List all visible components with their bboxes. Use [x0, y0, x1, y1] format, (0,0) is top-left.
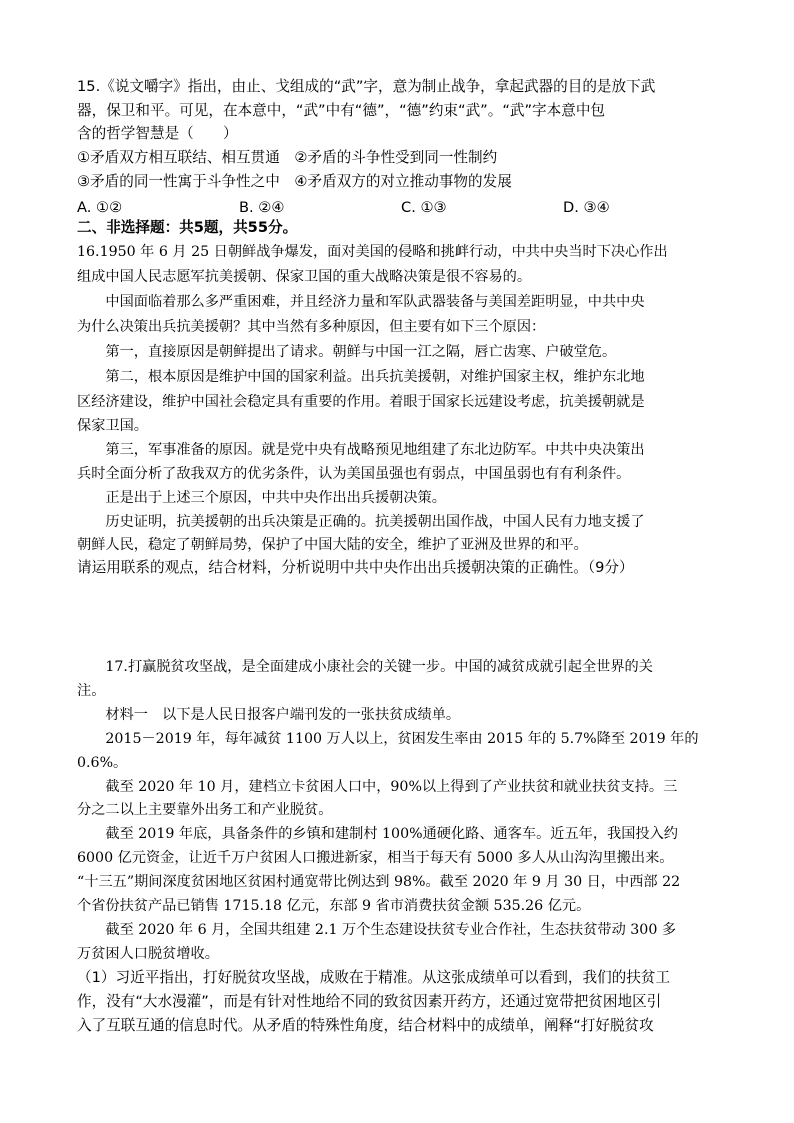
- q17-line: 0.6%。: [77, 755, 128, 771]
- q16-line: 第一，直接原因是朝鲜提出了请求。朝鲜与中国一江之隔，唇亡齿寒、户破堂危。: [77, 344, 617, 360]
- q17-line: 注。: [77, 683, 106, 699]
- q17-line: 材料一 以下是人民日报客户端刊发的一张扶贫成绩单。: [77, 707, 461, 723]
- q15-option-d[interactable]: D. ③④: [563, 199, 610, 216]
- q16-line: 正是出于上述三个原因，中共中央作出出兵援朝决策。: [77, 490, 446, 506]
- q16-line: 朝鲜人民，稳定了朝鲜局势，保护了中国大陆的安全，维护了亚洲及世界的和平。: [77, 537, 588, 553]
- q16-line: 第三，军事准备的原因。就是党中央有战略预见地组建了东北边防军。中共中央决策出: [77, 442, 645, 458]
- q15-stem-line-2: 器，保卫和平。可见，在本意中，“武”中有“德”，“德”约束“武”。“武”字本意中包: [77, 102, 606, 119]
- q17-line: “十三五”期间深度贫困地区贫困村通宽带比例达到 98%。截至 2020 年 9 月 30 日，中西部 22: [77, 874, 681, 890]
- q15-option-b[interactable]: B. ②④: [239, 199, 285, 216]
- q17-line: 万贫困人口脱贫增收。: [77, 946, 219, 962]
- q17-line: 截至 2020 年 10 月，建档立卡贫困人口中，90%以上得到了产业扶贫和就业扶贫支持。三: [77, 779, 678, 795]
- q16-line: 历史证明，抗美援朝的出兵决策是正确的。抗美援朝出国作战，中国人民有力地支援了: [77, 514, 645, 530]
- q15-stem-line-1: 15.《说文嚼字》指出，由止、戈组成的“武”字，意为制止战争，拿起武器的目的是放下武: [77, 78, 656, 95]
- q17-sub1-line: （1）习近平指出，打好脱贫攻坚战，成败在于精准。从这张成绩单可以看到，我们的扶贫工: [77, 969, 671, 986]
- q16-line: 区经济建设，维护中国社会稳定具有重要的作用。着眼于国家长远建设考虑，抗美援朝就是: [77, 394, 645, 410]
- q17-sub1-line: 入了互联互通的信息时代。从矛盾的特殊性角度，结合材料中的成绩单，阐释“打好脱贫攻: [77, 1017, 654, 1034]
- q15-option-c[interactable]: C. ①③: [401, 199, 447, 216]
- q17-line: 17.打赢脱贫攻坚战，是全面建成小康社会的关键一步。中国的减贫成就引起全世界的关: [77, 659, 653, 675]
- q16-line: 中国面临着那么多严重困难，并且经济力量和军队武器装备与美国差距明显，中共中央: [77, 294, 645, 310]
- q17-line: 2015－2019 年，每年减贫 1100 万人以上，贫困发生率由 2015 年的 5.7%降至 2019 年的: [77, 731, 699, 747]
- q17-line: 个省份扶贫产品已销售 1715.18 亿元，东部 9 省市消费扶贫金额 535.26 亿元。: [77, 898, 591, 914]
- q16-line: 组成中国人民志愿军抗美援朝、保家卫国的重大战略决策是很不容易的。: [77, 269, 532, 285]
- q15-statement-3-4: ③矛盾的同一性寓于斗争性之中 ④矛盾双方的对立推动事物的发展: [77, 173, 512, 190]
- q16-line: 16.1950 年 6 月 25 日朝鲜战争爆发，面对美国的侵略和挑衅行动，中共中央当时下决心作出: [77, 244, 668, 260]
- q16-line: 兵时全面分析了敌我双方的优劣条件，认为美国虽强也有弱点，中国虽弱也有有利条件。: [77, 466, 631, 482]
- q17-line: 截至 2019 年底，具备条件的乡镇和建制村 100%通硬化路、通客车。近五年，我国投入约: [77, 826, 678, 842]
- q15-statement-1-2: ①矛盾双方相互联结、相互贯通 ②矛盾的斗争性受到同一性制约: [77, 149, 498, 166]
- section-2-heading: 二、非选择题：共5题，共55分。: [77, 219, 298, 236]
- q16-line: 保家卫国。: [77, 418, 148, 434]
- q17-line: 截至 2020 年 6 月，全国共组建 2.1 万个生态建设扶贫专业合作社，生态扶贫带动 300 多: [77, 922, 677, 938]
- q16-line: 第二，根本原因是维护中国的国家利益。出兵抗美援朝，对维护国家主权，维护东北地: [77, 369, 645, 385]
- q17-line: 6000 亿元资金，让近千万户贫困人口搬进新家，相当于每天有 5000 多人从山沟沟里搬出来。: [77, 850, 674, 866]
- q17-sub1-line: 作，没有“大水漫灌”，而是有针对性地给不同的致贫因素开药方，还通过宽带把贫困地区引: [77, 993, 662, 1010]
- q17-line: 分之二以上主要靠外出务工和产业脱贫。: [77, 802, 333, 818]
- q15-stem-line-3: 含的哲学智慧是（ ）: [77, 125, 238, 142]
- q16-question: 请运用联系的观点，结合材料，分析说明中共中央作出出兵援朝决策的正确性。（9分）: [77, 559, 634, 576]
- q15-option-a[interactable]: A. ①②: [77, 199, 123, 216]
- q16-line: 为什么决策出兵抗美援朝？其中当然有多种原因，但主要有如下三个原因：: [77, 319, 546, 335]
